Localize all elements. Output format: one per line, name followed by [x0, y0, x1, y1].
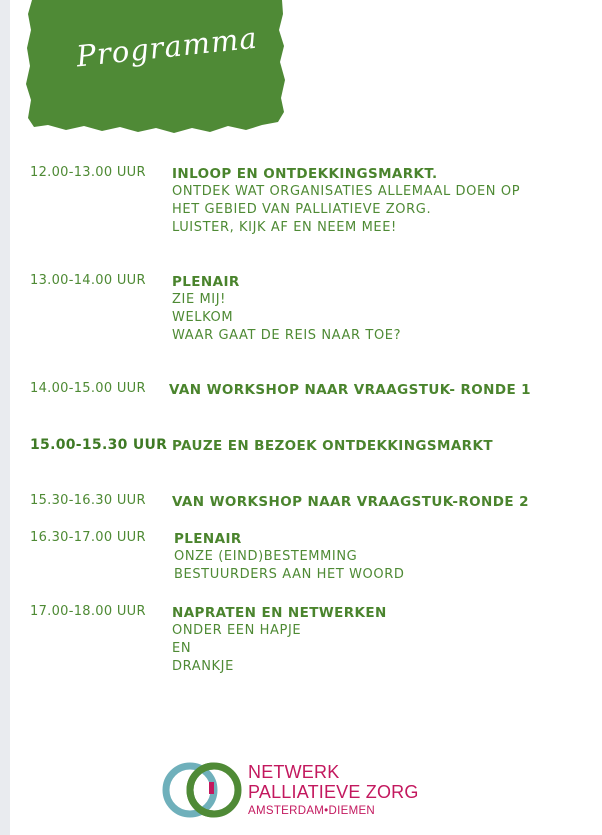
session-title: PLENAIR — [172, 274, 240, 290]
program-page — [10, 0, 602, 835]
session-line: ONTDEK WAT ORGANISATIES ALLEMAAL DOEN OP — [172, 184, 521, 199]
session-line: WELKOM — [172, 310, 234, 325]
session-line: ZIE MIJ! — [172, 292, 226, 307]
netwerk-logo — [160, 758, 450, 824]
logo-line-3: AMSTERDAM•DIEMEN — [248, 805, 376, 817]
time-slot: 15.30-16.30 UUR — [30, 493, 146, 508]
program-title: Programma — [74, 20, 260, 74]
session-title: PAUZE EN BEZOEK ONTDEKKINGSMARKT — [172, 438, 493, 454]
session-title: VAN WORKSHOP NAAR VRAAGSTUK-RONDE 2 — [172, 494, 529, 510]
time-slot: 12.00-13.00 UUR — [30, 165, 146, 180]
session-line: DRANKJE — [172, 659, 234, 674]
program-banner — [24, 0, 286, 135]
session-line: EN — [172, 641, 192, 656]
logo-line-1: NETWERK — [248, 762, 340, 782]
session-line: LUISTER, KIJK AF EN NEEM MEE! — [172, 220, 397, 235]
session-line: ONZE (EIND)BESTEMMING — [174, 549, 358, 564]
session-line: WAAR GAAT DE REIS NAAR TOE? — [172, 328, 402, 343]
session-title: INLOOP EN ONTDEKKINGSMARKT. — [172, 166, 438, 182]
session-title: NAPRATEN EN NETWERKEN — [172, 605, 387, 621]
time-slot: 16.30-17.00 UUR — [30, 530, 146, 545]
time-slot: 13.00-14.00 UUR — [30, 273, 146, 288]
time-slot: 14.00-15.00 UUR — [30, 381, 146, 396]
session-line: ONDER EEN HAPJE — [172, 623, 302, 638]
time-slot: 17.00-18.00 UUR — [30, 604, 146, 619]
session-title: VAN WORKSHOP NAAR VRAAGSTUK- RONDE 1 — [169, 382, 531, 398]
session-title: PLENAIR — [174, 531, 242, 547]
session-line: BESTUURDERS AAN HET WOORD — [174, 567, 405, 582]
logo-line-2: PALLIATIEVE ZORG — [248, 782, 419, 802]
logo-rings-icon — [160, 758, 246, 824]
time-slot: 15.00-15.30 UUR — [30, 437, 168, 453]
session-line: HET GEBIED VAN PALLIATIEVE ZORG. — [172, 202, 432, 217]
